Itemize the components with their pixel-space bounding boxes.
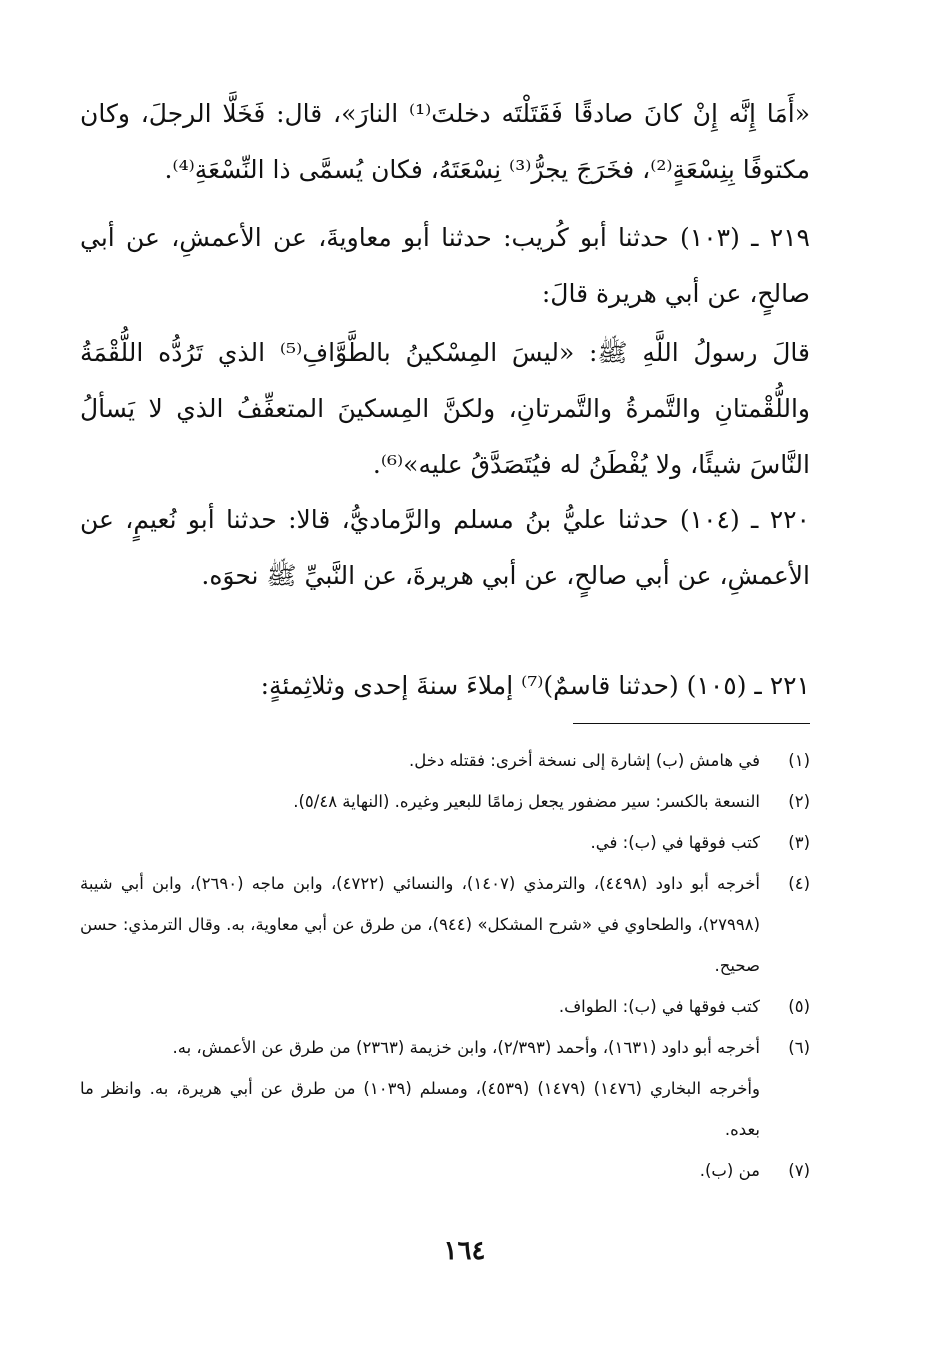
footnote-item	[80, 986, 810, 1027]
footnote-marker: (٣)	[788, 833, 810, 852]
footnote-marker: (٤)	[788, 874, 810, 893]
footnote-marker: (٢)	[788, 792, 810, 811]
footnote-divider	[573, 723, 810, 724]
footnote-text: في هامش (ب) إشارة إلى نسخة أخرى: فقتله دخل.	[408, 751, 760, 770]
footnote-text: أخرجه أبو داود (٤٤٩٨)، والترمذي (١٤٠٧)، والنسائي (٤٧٢٢)، وابن ماجه (٢٦٩٠)، وابن أبي شيبة (٢٧٩٩٨)، والطحاوي في «شرح المشكل» (٩٤٤)، من طرق عن أبي معاوية، به. وقال الترمذي: حسن صحيح.	[80, 874, 760, 975]
footnote-text: من (ب).	[699, 1161, 760, 1180]
paragraph-hadith-221: ٢٢١ ـ (١٠٥) (حدثنا قاسمٌ)⁽⁷⁾ إملاءَ سنةَ إحدى وثلاثِمئةٍ:	[260, 671, 810, 700]
paragraph-hadith-219-matn: قالَ رسولُ اللَّهِ ﷺ: «ليسَ المِسْكينُ بالطَّوَّافِ⁽⁵⁾ الذي تَرُدُّه اللُّقْمَةُ واللُّقْمتانِ والتَّمرةُ والتَّمرتانِ، ولكنَّ المِسكينَ المتعفِّفُ الذي لا يَسألُ النَّاسَ شيئًا، ولا يُفْطَنُ له فيُتَصَدَّقُ عليه»⁽⁶⁾.	[80, 338, 811, 479]
footnote-item	[80, 822, 810, 863]
footnote-text: كتب فوقها في (ب): الطواف.	[558, 997, 760, 1016]
footnote-marker: (٦)	[788, 1038, 810, 1057]
footnote-item	[80, 740, 810, 781]
paragraph-hadith-220: ٢٢٠ ـ (١٠٤) حدثنا عليُّ بنُ مسلم والرَّماديُّ، قالا: حدثنا أبو نُعيمٍ، عن الأعمشِ، عن أبي صالحٍ، عن أبي هريرةَ، عن النَّبيِّ ﷺ نحوَه.	[80, 505, 810, 590]
footnote-marker: (٥)	[788, 997, 810, 1016]
footnote-item	[80, 1150, 810, 1191]
footnote-text: كتب فوقها في (ب): في.	[590, 833, 760, 852]
footnote-item	[80, 781, 810, 822]
page-number: ١٦٤	[443, 1236, 486, 1266]
paragraph-hadith-continuation: «أَمَا إِنَّه إِنْ كانَ صادقًا فَقَتَلْتَه دخلتَ⁽¹⁾ النارَ»، قال: فَخَلَّا الرجلَ، وكان مكتوفًا بِنِسْعَةٍ⁽²⁾، فخَرَجَ يجرُّ⁽³⁾ نِسْعَتَهُ، فكان يُسمَّى ذا النِّسْعَةِ⁽⁴⁾.	[80, 99, 810, 184]
footnote-marker: (٧)	[788, 1161, 810, 1180]
footnote-item	[80, 863, 810, 986]
paragraph-hadith-219: ٢١٩ ـ (١٠٣) حدثنا أبو كُريب: حدثنا أبو معاويةَ، عن الأعمشِ، عن أبي صالحٍ، عن أبي هريرة قالَ:	[80, 223, 810, 308]
footnote-text: النسعة بالكسر: سير مضفور يجعل زمامًا للبعير وغيره. (النهاية ٥/٤٨).	[293, 792, 760, 811]
footnote-item	[80, 1027, 810, 1068]
footnotes-list	[80, 740, 810, 1191]
footnote-marker: (١)	[788, 751, 810, 770]
footnote-continuation	[80, 1068, 810, 1150]
footnote-text: وأخرجه البخاري (١٤٧٦) (١٤٧٩) (٤٥٣٩)، ومسلم (١٠٣٩) من طرق عن أبي هريرة، به. وانظر ما بعده.	[80, 1079, 760, 1139]
footnote-text: أخرجه أبو داود (١٦٣١)، وأحمد (٢/٣٩٣)، وابن خزيمة (٢٣٦٣) من طرق عن الأعمش، به.	[172, 1038, 760, 1057]
